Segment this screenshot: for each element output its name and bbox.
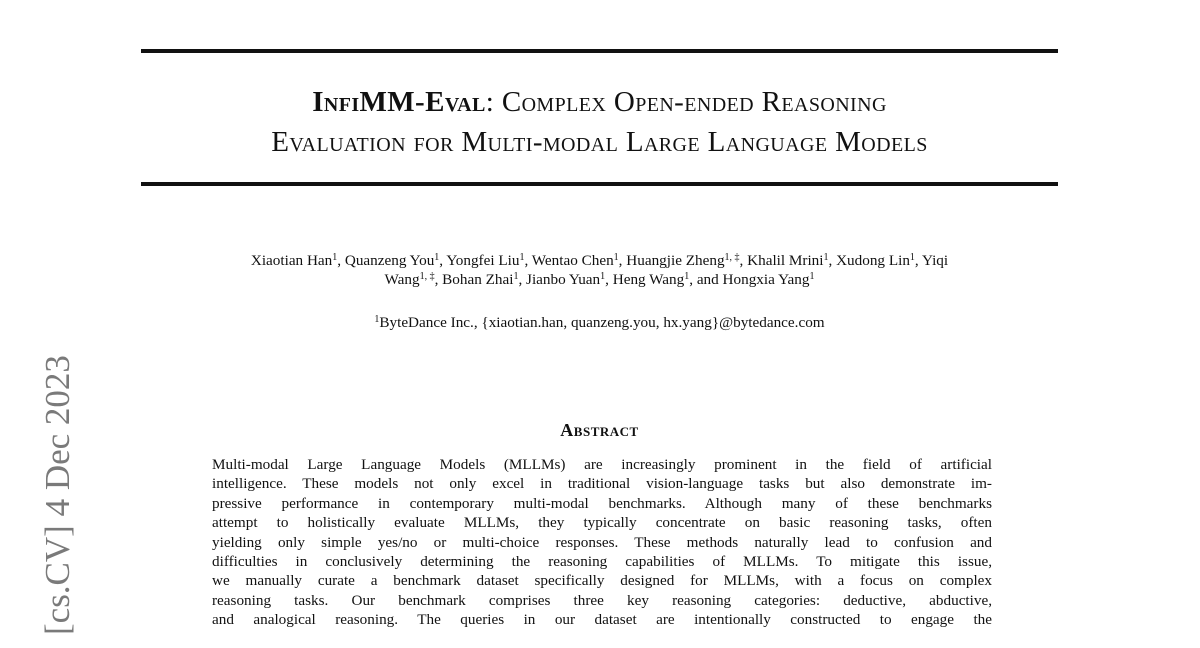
author-name: Heng Wang: [612, 271, 685, 288]
author-affiliation-mark: 1: [519, 252, 525, 263]
author-line-1: Xiaotian Han$^1$, Quanzeng You$^1$, Yongfei Liu$^1$, Wentao Chen$^1$, Huangjie Zheng$^{1, \ddagger}$, Khalil Mrini$^1$, Xudong Lin$^1$, Yiqi: [250, 252, 949, 269]
abstract-line: we manually curate a benchmark dataset specifically designed for MLLMs, with a focus on complex: [212, 572, 992, 590]
affiliation-text: ByteDance Inc., {xiaotian.han, quanzeng.you, hx.yang}@bytedance.com: [379, 314, 825, 331]
author-affiliation-mark: 1: [909, 252, 915, 263]
author-affiliation-mark: 1: [332, 252, 338, 263]
title-top-rule: [141, 49, 1058, 53]
abstract-line: Multi-modal Large Language Models (MLLMs) are increasingly prominent in the field of artificial: [212, 456, 992, 473]
abstract-line: difficulties in conclusively determining the reasoning capabilities of MLLMs. To mitigate this issue,: [212, 553, 992, 571]
abstract-line: attempt to holistically evaluate MLLMs, they typically concentrate on basic reasoning tasks, often: [212, 514, 992, 532]
affiliation-line: [141, 313, 1058, 332]
author-affiliation-mark: 1: [513, 271, 519, 282]
title-bottom-rule: [141, 182, 1058, 186]
author-affiliation-mark: 1: [684, 271, 690, 282]
author-name: Khalil Mrini: [747, 252, 824, 269]
abstract-line: pressive performance in contemporary multi-modal benchmarks. Although many of these benchmarks: [212, 494, 992, 512]
author-affiliation-mark: 1: [613, 252, 619, 263]
author-line-2: Wang$^{1, \ddagger}$, Bohan Zhai$^1$, Jianbo Yuan$^1$, Heng Wang$^1$, and Hongxia Yang$^1$: [384, 271, 815, 288]
arxiv-stamp-svg: [30, 315, 80, 635]
author-name: Wentao Chen: [531, 252, 614, 269]
author-name: Yongfei Liu: [446, 252, 520, 269]
abstract-body: [212, 455, 992, 630]
author-affiliation-mark: 1: [434, 252, 440, 263]
author-name: Jianbo Yuan: [526, 271, 601, 288]
author-affiliation-mark: 1: [600, 271, 606, 282]
author-name-first-part: Yiqi: [921, 252, 949, 269]
paper-title: [141, 82, 1058, 162]
abstract-line: and analogical reasoning. The queries in our dataset are intentionally constructed to engage the: [212, 611, 992, 629]
abstract-line: intelligence. These models not only excel in traditional vision-language tasks but also demonstrate im-: [212, 475, 992, 493]
author-list: [141, 251, 1058, 289]
abstract-line: reasoning tasks. Our benchmark comprises three key reasoning categories: deductive, abductive,: [212, 591, 992, 609]
author-affiliation-mark: 1: [809, 271, 815, 282]
author-affiliation-mark: 1: [823, 252, 829, 263]
author-name: Hongxia Yang: [722, 271, 810, 288]
author-name: Huangjie Zheng: [626, 252, 725, 269]
affiliation-mark: 1: [374, 314, 380, 325]
abstract-heading: Abstract: [560, 420, 639, 440]
title-line-1: [141, 82, 1058, 122]
author-affiliation-mark: 1, ‡: [419, 271, 435, 282]
author-name-second-part: Wang: [384, 271, 420, 288]
author-affiliation-mark: 1, ‡: [724, 252, 740, 263]
title-line-1-rest: : Complex Open-ended Reasoning: [485, 86, 887, 118]
author-name: Xudong Lin: [836, 252, 910, 269]
title-line-2: Evaluation for Multi-modal Large Language Models: [271, 126, 928, 158]
author-name: Xiaotian Han: [250, 252, 333, 269]
arxiv-side-stamp: [30, 315, 80, 635]
arxiv-stamp-text: [cs.CV] 4 Dec 2023: [38, 355, 77, 635]
author-name: Bohan Zhai: [442, 271, 514, 288]
title-bold-name: InfiMM-Eval: [312, 86, 486, 118]
abstract-line: yielding only simple yes/no or multi-choice responses. These methods naturally lead to confusion and: [212, 533, 992, 551]
author-name: Quanzeng You: [344, 252, 435, 269]
